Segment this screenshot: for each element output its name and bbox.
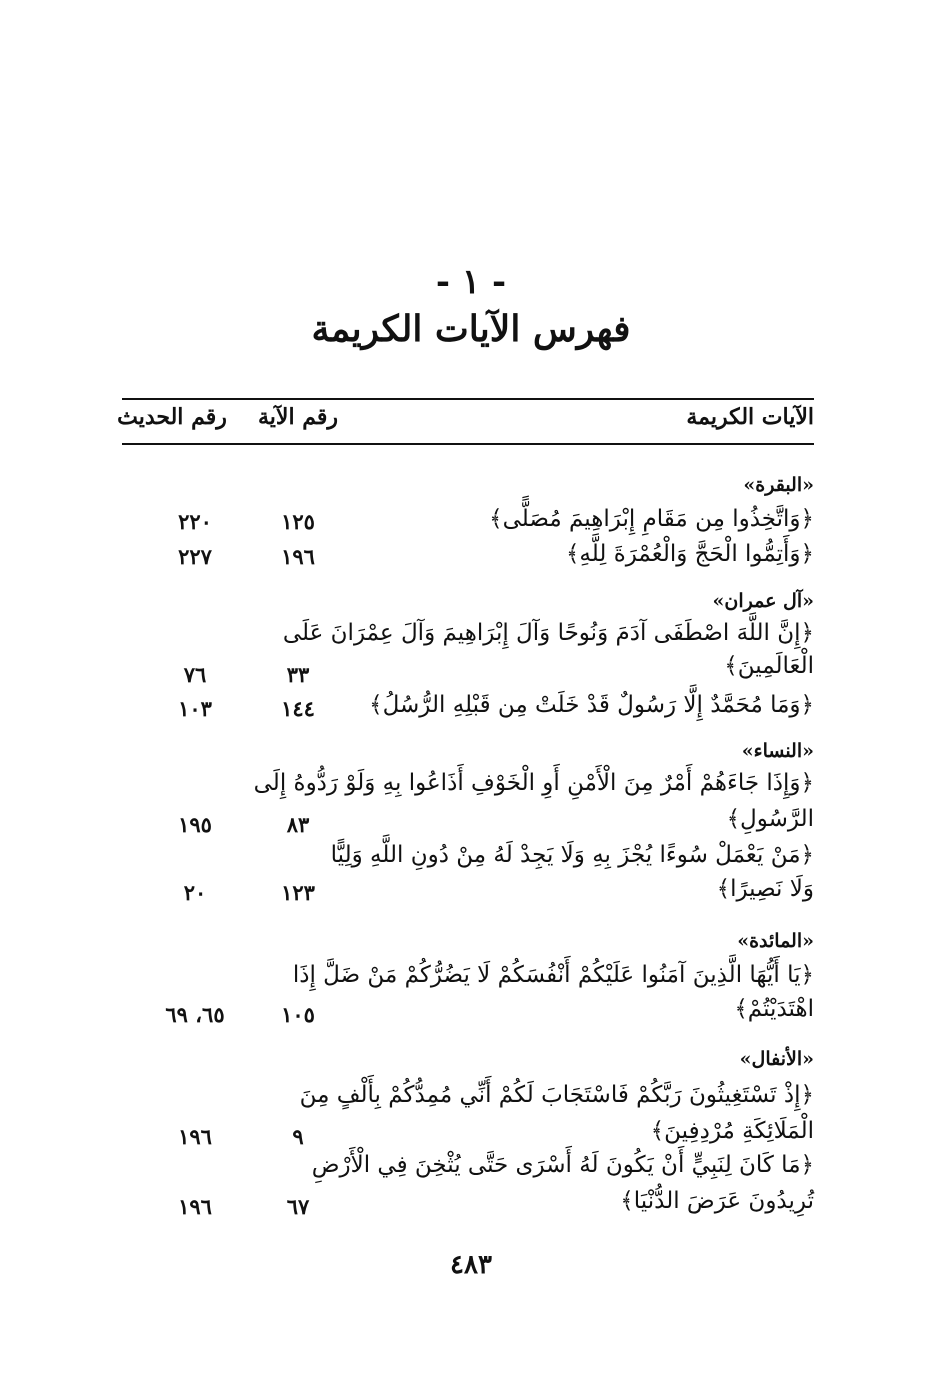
verse-line: ﴿مَنْ يَعْمَلْ سُوءًا يُجْزَ بِهِ وَلَا يَجِدْ لَهُ مِنْ دُونِ اللَّهِ وَلِيًّا [330, 842, 814, 868]
verse-line: تُرِيدُونَ عَرَضَ الدُّنْيَا﴾ [620, 1188, 814, 1214]
verse-line: ﴿وَاتَّخِذُوا مِن مَقَامِ إِبْرَاهِيمَ مُصَلًّى﴾ [489, 506, 814, 532]
ayah-number: ١٢٥ [281, 509, 315, 534]
verse-line: اهْتَدَيْتُمْ﴾ [734, 996, 814, 1022]
verse-line: ﴿وَأَتِمُّوا الْحَجَّ وَالْعُمْرَةَ لِلَّهِ﴾ [565, 541, 814, 567]
ayah-number: ٨٣ [286, 812, 310, 837]
verse-line: ﴿وَإِذَا جَاءَهُمْ أَمْرٌ مِنَ الْأَمْنِ أَوِ الْخَوْفِ أَذَاعُوا بِهِ وَلَوْ رَدُّوهُ إِلَى [253, 770, 814, 796]
column-header-hadith-number: رقم الحديث [117, 404, 227, 430]
verse-line: ﴿وَمَا مُحَمَّدٌ إِلَّا رَسُولٌ قَدْ خَلَتْ مِن قَبْلِهِ الرُّسُلُ﴾ [369, 692, 814, 718]
hadith-number: ٢٢٧ [178, 544, 212, 569]
verse-line: الْعَالَمِينَ﴾ [724, 653, 814, 679]
hadith-number: ٦٥، ٦٩ [165, 1002, 225, 1027]
hadith-number: ١٩٥ [178, 812, 212, 837]
surah-heading: «آل عمران» [712, 590, 814, 612]
verse-line: الْمَلَائِكَةِ مُرْدِفِينَ﴾ [650, 1118, 814, 1144]
column-header-verses: الآيات الكريمة [686, 404, 814, 430]
surah-heading: «الأنفال» [739, 1048, 814, 1070]
surah-heading: «النساء» [741, 740, 814, 762]
header-top-rule [122, 398, 814, 400]
hadith-number: ١٩٦ [178, 1124, 212, 1149]
section-number: - ١ - [435, 262, 507, 302]
hadith-number: ١٩٦ [178, 1194, 212, 1219]
hadith-number: ٧٦ [183, 662, 207, 687]
surah-heading: «المائدة» [737, 930, 814, 952]
page-number: ٤٨٣ [450, 1250, 492, 1280]
hadith-number: ٢٠ [183, 880, 207, 905]
column-header-ayah-number: رقم الآية [257, 404, 339, 430]
ayah-number: ١٢٣ [281, 880, 315, 905]
ayah-number: ٦٧ [286, 1194, 310, 1219]
ayah-number: ١٠٥ [281, 1002, 315, 1027]
hadith-number: ٢٢٠ [178, 509, 212, 534]
verse-line: ﴿مَا كَانَ لِنَبِيٍّ أَنْ يَكُونَ لَهُ أَسْرَى حَتَّى يُثْخِنَ فِي الْأَرْضِ [311, 1152, 814, 1178]
header-bottom-rule [122, 443, 814, 445]
ayah-number: ١٤٤ [281, 696, 315, 721]
ayah-number: ٣٣ [286, 662, 310, 687]
verse-line: ﴿إِذْ تَسْتَغِيثُونَ رَبَّكُمْ فَاسْتَجَابَ لَكُمْ أَنِّي مُمِدُّكُمْ بِأَلْفٍ مِنَ [299, 1082, 814, 1108]
verse-line: الرَّسُولِ﴾ [726, 806, 814, 832]
verse-line: ﴿يَا أَيُّهَا الَّذِينَ آمَنُوا عَلَيْكُمْ أَنْفُسَكُمْ لَا يَضُرُّكُمْ مَنْ ضَلَّ إِذَا [292, 962, 814, 988]
page-title: فهرس الآيات الكريمة [311, 308, 631, 350]
verse-line: وَلَا نَصِيرًا﴾ [716, 876, 814, 902]
ayah-number: ١٩٦ [281, 544, 315, 569]
verse-line: ﴿إِنَّ اللَّهَ اصْطَفَى آدَمَ وَنُوحًا وَآلَ إِبْرَاهِيمَ وَآلَ عِمْرَانَ عَلَى [282, 620, 814, 646]
hadith-number: ١٠٣ [178, 696, 212, 721]
surah-heading: «البقرة» [743, 474, 814, 496]
ayah-number: ٩ [292, 1124, 304, 1149]
